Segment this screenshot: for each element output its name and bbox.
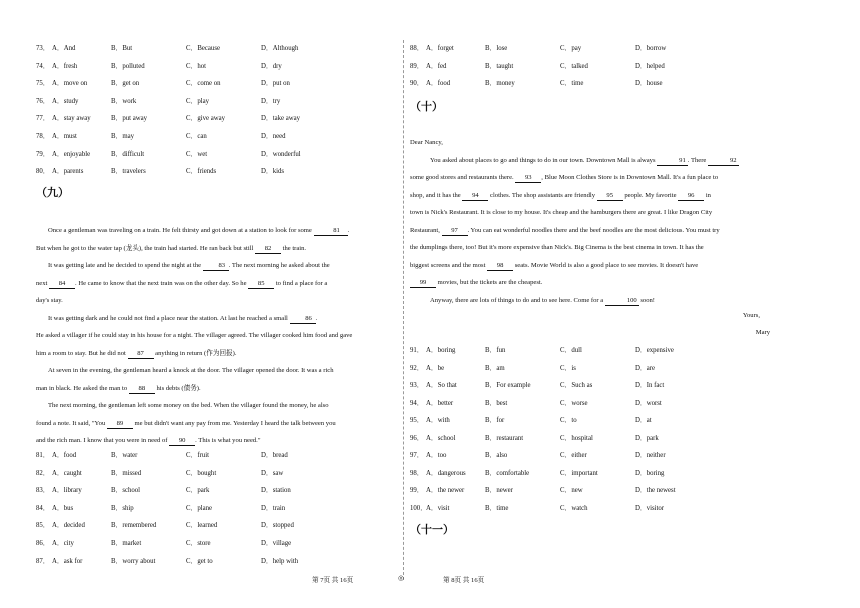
option-b: B．travelers (111, 168, 146, 176)
passage-line: some good stores and restaurants there. 93 , Blue Moon Clothes Store is in Downtown Mall. It's a fun place to (410, 174, 719, 181)
option-a: A．stay away (52, 115, 91, 123)
option-d: D．take away (261, 115, 301, 123)
option-c: C．important (560, 469, 598, 477)
question-number: 75． (36, 80, 50, 88)
question-row (410, 450, 730, 462)
question-row (410, 503, 730, 515)
blank-96: 96 (678, 191, 704, 201)
option-d: D．In fact (635, 382, 665, 389)
option-b: B．But (111, 45, 133, 52)
passage-line: But when he got to the water tap (龙头), the train had started. He ran back but still 82 the train. (36, 244, 307, 252)
option-c: C．give away (186, 115, 226, 123)
option-b: B．missed (111, 469, 142, 477)
passage-line: Restaurant, 97 . You can eat wonderful noodles there and the beef noodles are the most delicious. You must try (410, 226, 720, 234)
question-row (410, 345, 730, 357)
option-c: C．to (560, 417, 577, 424)
question-row (36, 503, 356, 515)
option-b: B．restaurant (485, 434, 524, 442)
question-row (36, 43, 356, 55)
question-number: 77． (36, 115, 50, 123)
blank-91: 91 (657, 156, 688, 166)
passage-line: It was getting late and he decided to spend the night at the 83 . The next morning he asked about the (48, 262, 330, 269)
option-d: D．wonderful (261, 150, 301, 158)
blank-95: 95 (597, 191, 623, 201)
question-row (36, 520, 356, 532)
option-d: D．expensive (635, 347, 674, 354)
question-number: 94． (410, 399, 424, 407)
option-b: B．comfortable (485, 469, 530, 477)
passage-line: Once a gentleman was traveling on a train. He felt thirsty and got down at a station to look for some 81 . (48, 227, 350, 234)
letter-signature: Mary (755, 329, 770, 336)
option-a: A．parents (52, 168, 84, 176)
option-d: D．borrow (635, 45, 667, 52)
question-row (410, 468, 730, 480)
option-a: A．library (52, 487, 82, 495)
option-c: C．is (560, 364, 576, 372)
passage-line: It was getting dark and he could not find a place near the station. At last he reached a small 86 . (48, 314, 318, 322)
option-c: C．worse (560, 399, 588, 407)
option-d: D．Although (261, 45, 299, 52)
option-d: D．worst (635, 399, 662, 407)
option-d: D．stopped (261, 522, 294, 530)
passage-line: town is Nick's Restaurant. It is close to my house. It's cheap and the hamburgers there are great. I like Dragon City (410, 209, 713, 216)
option-a: A．enjoyable (52, 150, 91, 158)
option-c: C．new (560, 487, 583, 494)
option-c: C．friends (186, 168, 217, 176)
question-number: 85． (36, 522, 50, 530)
question-number: 73． (36, 45, 50, 52)
option-d: D．boring (635, 469, 665, 477)
option-b: B．put away (111, 115, 148, 123)
question-number: 96． (410, 434, 424, 442)
option-c: C．hospital (560, 434, 593, 442)
blank-89: 89 (107, 419, 133, 429)
option-a: A．the newer (426, 487, 465, 494)
passage-9 (36, 222, 397, 450)
passage-line: shop, and it has the 94 clothes. The shop assistants are friendly 95 people. My favorite 96 in (410, 191, 711, 199)
question-row (36, 468, 356, 480)
page-separator-icon: ◎ (398, 575, 404, 582)
question-row (410, 433, 730, 445)
option-a: A．too (426, 452, 447, 459)
option-a: A．decided (52, 522, 85, 530)
passage-line: You asked about places to go and things to do in our town. Downtown Mall is always 91 . There 92 (430, 156, 737, 164)
option-a: A．be (426, 364, 445, 372)
blank-84: 84 (49, 279, 75, 289)
option-c: C．time (560, 80, 584, 88)
section-heading-11: （十一） (410, 524, 454, 536)
option-d: D．are (635, 364, 656, 372)
question-number: 74． (36, 62, 50, 70)
blank-83: 83 (203, 261, 229, 271)
option-d: D．saw (261, 469, 284, 477)
option-d: D．dry (261, 62, 282, 70)
option-b: B．school (111, 487, 141, 495)
option-d: D．help with (261, 557, 299, 565)
question-row (36, 450, 356, 462)
blank-90: 90 (169, 436, 195, 446)
question-row (410, 43, 730, 55)
option-d: D．neither (635, 452, 666, 459)
option-d: D．bread (261, 452, 288, 459)
question-row (410, 398, 730, 410)
question-number: 81． (36, 452, 50, 459)
option-c: C．get to (186, 557, 213, 565)
option-a: A．bus (52, 504, 74, 512)
option-c: C．pay (560, 45, 582, 52)
option-d: D．the newest (635, 487, 676, 494)
passage-line: 99 movies, but the tickets are the cheapest. (410, 274, 772, 292)
option-d: D．house (635, 80, 663, 88)
passage-line: Anyway, there are lots of things to do and to see here. Come for a 100 soon! (430, 296, 656, 304)
question-number: 80． (36, 168, 50, 176)
option-d: D．park (635, 434, 659, 442)
passage-line: At seven in the evening, the gentleman heard a knock at the door. The villager opened the door. It was a rich (48, 367, 334, 374)
option-d: D．need (261, 133, 286, 140)
option-d: D．train (261, 504, 286, 512)
option-a: A．fed (426, 62, 447, 70)
option-b: B．water (111, 452, 138, 459)
question-number: 82． (36, 469, 50, 477)
option-c: C．fruit (186, 452, 210, 459)
page-number-left: 第 7页 共 16页 (312, 577, 354, 584)
question-row (410, 415, 730, 427)
option-a: A．And (52, 45, 76, 52)
option-b: B．money (485, 80, 515, 88)
option-b: B．For example (485, 382, 531, 389)
question-row (410, 61, 730, 73)
option-c: C．watch (560, 504, 588, 512)
option-b: B．lose (485, 45, 508, 52)
question-number: 84． (36, 504, 50, 512)
option-c: C．bought (186, 469, 217, 477)
option-c: C．learned (186, 522, 218, 530)
option-d: D．kids (261, 168, 285, 176)
option-a: A．dangerous (426, 469, 466, 477)
letter-passage (410, 134, 772, 309)
option-c: C．dull (560, 347, 582, 354)
passage-line: him a room to stay. But he did not 87 anything in return (作为回报). (36, 349, 237, 357)
question-number: 90． (410, 80, 424, 88)
option-b: B．also (485, 452, 508, 459)
option-a: A．caught (52, 469, 82, 477)
option-d: D．visitor (635, 504, 665, 512)
option-c: C．come on (186, 80, 221, 88)
option-c: C．park (186, 487, 210, 495)
question-number: 83． (36, 487, 50, 495)
page-number-right: 第 8页 共 16页 (443, 577, 485, 584)
question-number: 93． (410, 382, 424, 389)
question-number: 78． (36, 133, 50, 140)
question-row (410, 363, 730, 375)
option-a: A．ask for (52, 557, 83, 565)
question-row (410, 485, 730, 497)
question-number: 88． (410, 45, 424, 52)
option-a: A．with (426, 417, 450, 424)
option-a: A．fresh (52, 62, 78, 70)
question-number: 95． (410, 417, 424, 424)
question-number: 87． (36, 557, 50, 565)
blank-85: 85 (248, 279, 274, 289)
question-row (36, 131, 356, 143)
question-number: 91． (410, 347, 424, 354)
option-a: A．food (52, 452, 77, 459)
passage-line: biggest screens and the most 98 seats. Movie World is also a good place to see movies. It doesn't have (410, 261, 699, 269)
column-divider (403, 40, 404, 580)
option-b: B．am (485, 364, 505, 372)
passage-line: He asked a villager if he could stay in his house for a night. The villager agreed. The villager cooked him food and gave (36, 332, 353, 339)
option-b: B．for (485, 417, 505, 424)
question-row (36, 78, 356, 90)
passage-line: the dumplings there, too! But it's more expensive than Nick's. Big Cinema is the best cinema in town. It has the (410, 244, 704, 251)
option-a: A．food (426, 80, 451, 88)
option-c: C．talked (560, 62, 588, 70)
question-row (410, 78, 730, 90)
option-c: C．play (186, 97, 210, 105)
option-b: B．difficult (111, 150, 145, 158)
blank-100: 100 (605, 296, 639, 306)
question-number: 100． (410, 504, 427, 512)
option-d: D．village (261, 540, 292, 547)
question-row (36, 96, 356, 108)
option-b: B．ship (111, 504, 134, 512)
option-a: A．study (52, 97, 79, 105)
option-d: D．station (261, 487, 291, 495)
option-b: B．fun (485, 347, 506, 354)
option-b: B．best (485, 399, 508, 407)
option-a: A．visit (426, 504, 450, 512)
passage-line: and the rich man. I know that you were in need of 90 . This is what you need." (36, 437, 261, 444)
option-b: B．work (111, 97, 137, 105)
blank-93: 93 (515, 173, 541, 183)
blank-99: 99 (410, 278, 436, 288)
option-b: B．get on (111, 80, 140, 88)
option-c: C．plane (186, 504, 213, 512)
option-b: B．remembered (111, 522, 157, 530)
passage-line: day's stay. (36, 297, 63, 304)
passage-line: man in black. He asked the man to 88 his debts (债务). (36, 384, 201, 392)
passage-line: The next morning, the gentleman left some money on the bed. When the villager found the money, he also (48, 402, 329, 409)
blank-92: 92 (708, 156, 739, 166)
option-a: A．move on (52, 80, 88, 88)
option-d: D．try (261, 97, 281, 105)
question-row (36, 113, 356, 125)
blank-81: 81 (314, 226, 348, 236)
option-d: D．put on (261, 80, 290, 88)
letter-greeting: Dear Nancy, (410, 139, 443, 146)
option-a: A．must (52, 133, 77, 140)
option-a: A．school (426, 434, 456, 442)
question-row (36, 149, 356, 161)
section-heading-10: （十） (410, 101, 443, 113)
question-number: 79． (36, 150, 50, 158)
option-d: D．helped (635, 62, 665, 70)
passage-line: next 84 . He came to know that the next train was on the other day. So he 85 to find a place for a (36, 279, 328, 287)
option-c: C．Because (186, 45, 220, 52)
option-c: C．either (560, 452, 587, 459)
blank-87: 87 (128, 349, 154, 359)
question-row (36, 485, 356, 497)
question-row (36, 61, 356, 73)
option-b: B．may (111, 133, 135, 140)
blank-82: 82 (255, 244, 281, 254)
blank-98: 98 (487, 261, 513, 271)
option-a: A．forget (426, 45, 454, 52)
question-row (410, 380, 730, 392)
option-a: A．better (426, 399, 454, 407)
option-c: C．wet (186, 150, 208, 158)
blank-97: 97 (442, 226, 468, 236)
option-c: C．Such as (560, 382, 593, 389)
option-a: A．So that (426, 382, 457, 389)
option-a: A．city (52, 540, 74, 547)
option-b: B．polluted (111, 62, 145, 70)
question-row (36, 538, 356, 550)
option-c: C．hot (186, 62, 207, 70)
question-number: 97． (410, 452, 424, 459)
question-number: 92． (410, 364, 424, 372)
question-row (36, 556, 356, 568)
question-number: 99． (410, 487, 424, 494)
question-number: 76． (36, 97, 50, 105)
blank-88: 88 (129, 384, 155, 394)
option-c: C．can (186, 133, 207, 140)
blank-86: 86 (290, 314, 316, 324)
question-number: 98． (410, 469, 424, 477)
option-d: D．at (635, 417, 652, 424)
question-row (36, 166, 356, 178)
option-b: B．taught (485, 62, 514, 70)
letter-closing: Yours, (742, 312, 760, 319)
option-b: B．time (485, 504, 509, 512)
option-b: B．market (111, 540, 142, 547)
option-b: B．worry about (111, 557, 156, 565)
option-a: A．boring (426, 347, 456, 354)
option-b: B．newer (485, 487, 513, 494)
passage-line: found a note. It said, "You 89 me but didn't want any pay from me. Yesterday I heard the talk between you (36, 419, 336, 427)
option-c: C．store (186, 540, 211, 547)
question-number: 86． (36, 540, 50, 547)
blank-94: 94 (462, 191, 488, 201)
section-heading-9: （九） (36, 187, 69, 199)
question-number: 89． (410, 62, 424, 70)
